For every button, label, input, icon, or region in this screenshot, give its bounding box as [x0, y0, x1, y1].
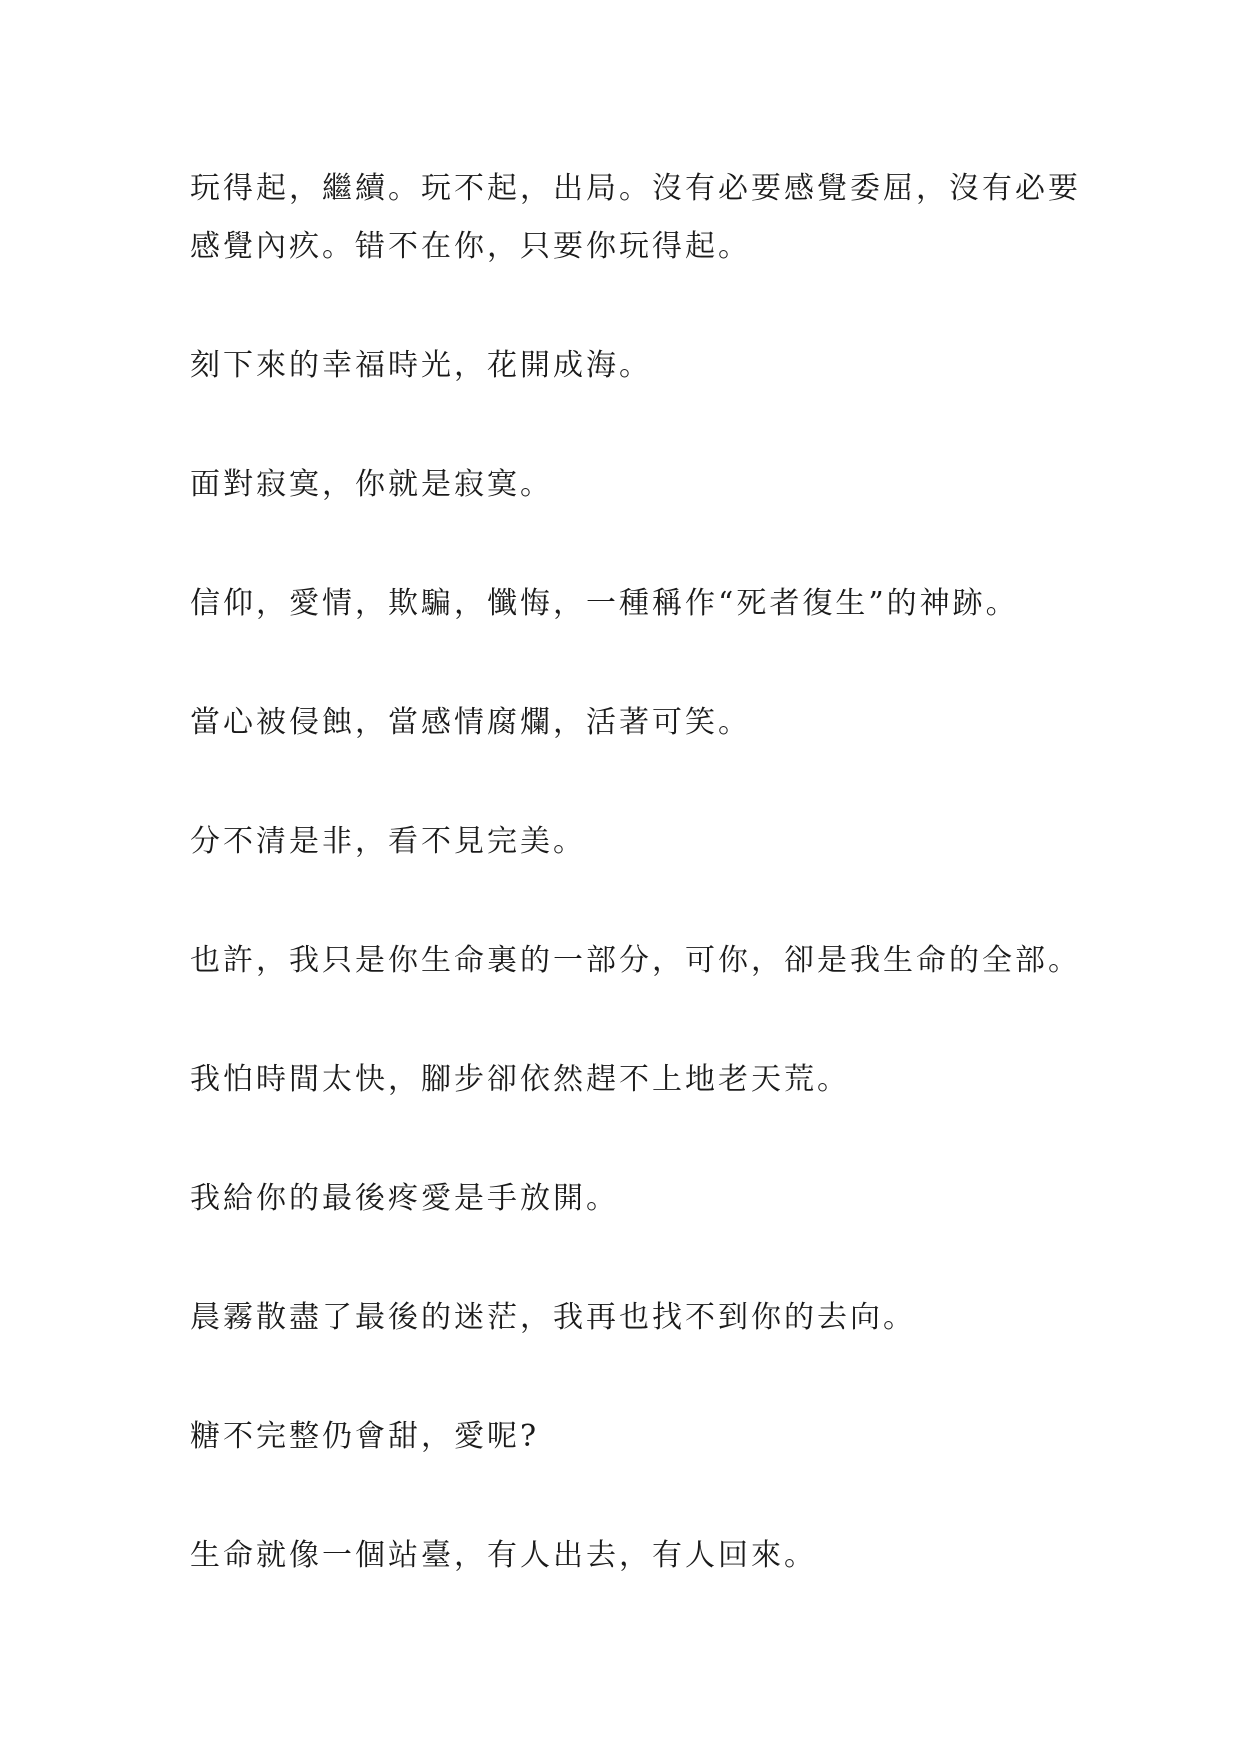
- paragraph: 也許，我只是你生命裏的一部分，可你，卻是我生命的全部。: [190, 943, 1081, 978]
- paragraph: 我給你的最後疼愛是手放開。: [190, 1181, 619, 1216]
- paragraph: 晨霧散盡了最後的迷茫，我再也找不到你的去向。: [190, 1300, 916, 1335]
- paragraph: 面對寂寞，你就是寂寞。: [190, 467, 553, 502]
- paragraph: 刻下來的幸福時光，花開成海。: [190, 348, 652, 383]
- paragraph: 信仰，愛情，欺騙，懺悔，一種稱作“死者復生”的神跡。: [190, 586, 1019, 621]
- document-body: [190, 160, 1090, 1646]
- paragraph: 玩得起，繼續。玩不起，出局。沒有必要感覺委屈，沒有必要感覺內疚。错不在你，只要你玩得起。: [190, 171, 1081, 264]
- paragraph: 糖不完整仍會甜，愛呢?: [190, 1419, 540, 1454]
- paragraph: 當心被侵蝕，當感情腐爛，活著可笑。: [190, 705, 751, 740]
- paragraph: 生命就像一個站臺，有人出去，有人回來。: [190, 1538, 817, 1573]
- paragraph: 分不清是非，看不見完美。: [190, 824, 586, 859]
- paragraph: 我怕時間太快，腳步卻依然趕不上地老天荒。: [190, 1062, 850, 1097]
